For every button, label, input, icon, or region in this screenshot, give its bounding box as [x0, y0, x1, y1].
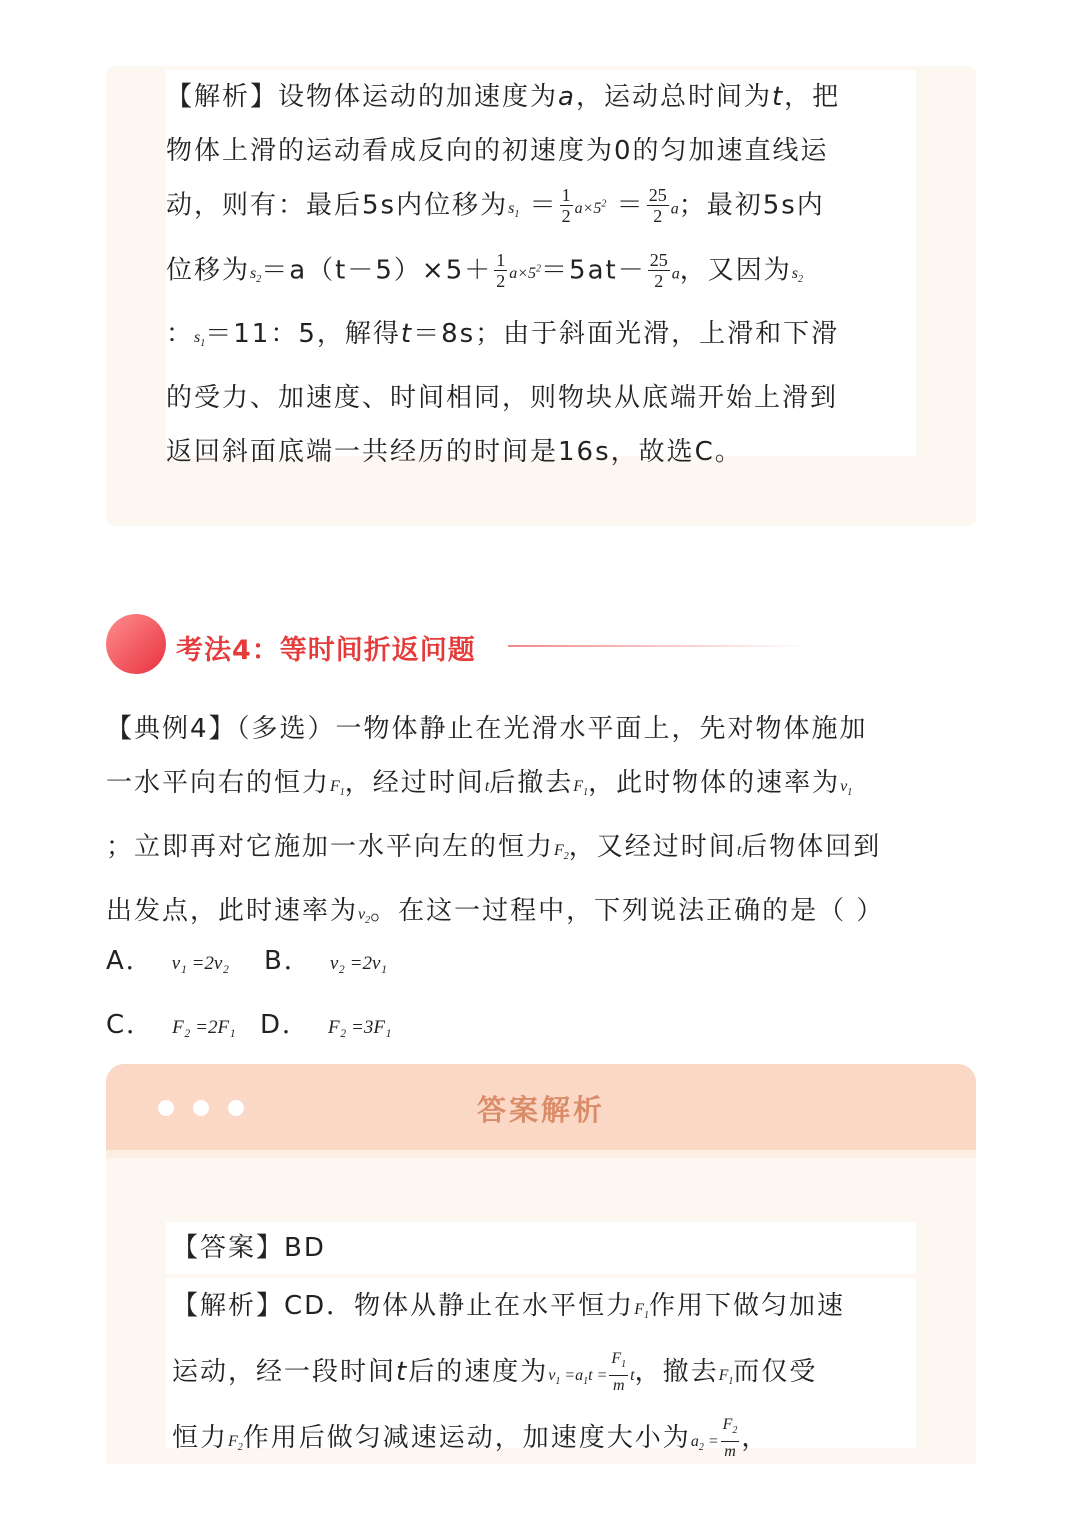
fraction-25-over-2: $\frac{25}{2}$ — [648, 185, 667, 227]
example-line-3: ；立即再对它施加一水平向左的恒力$F_2$，又经过时间t后物体回到 — [106, 832, 882, 863]
analysis-line-1: 【解析】设物体运动的加速度为a，运动总时间为t，把 — [166, 82, 841, 112]
explanation-line-1: 【解析】CD．物体从静止在水平恒力$F_1$作用下做匀加速 — [172, 1291, 845, 1322]
math-v1-formula: $v_1 =a_1t$ = — [548, 1367, 608, 1388]
answer-panel-title: 答案解析 — [476, 1093, 605, 1127]
analysis-line-3: 动，则有：最后5s内位移为$s_1$ ＝ $\frac{1}{2}$ $a\times 5^2$ ＝ $\frac{25}{2}$ a；最初5s内 — [166, 185, 825, 227]
analysis-text — [166, 70, 916, 479]
explanation-text — [172, 1278, 912, 1477]
section-heading — [106, 614, 806, 676]
option-b[interactable]: B． v₂ =2v₁ — [264, 946, 387, 976]
fraction-half-2: $\frac{1}{2}$ — [496, 249, 506, 291]
section-title: 考法4：等时间折返问题 — [176, 635, 476, 666]
heading-circle-icon — [106, 614, 166, 674]
analysis-line-7: 返回斜面底端一共经历的时间是16s，故选C。 — [166, 437, 743, 468]
analysis-line-6: 的受力、加速度、时间相同，则物块从底端开始上滑到 — [166, 383, 839, 414]
fraction-25-over-2-2: $\frac{25}{2}$ — [649, 249, 668, 291]
math-s1: $s_1$ — [508, 200, 520, 221]
explanation-line-3: 恒力$F_2$作用后做匀减速运动，加速度大小为$a_2$ = $\frac{F_2}{m}$ ， — [172, 1416, 770, 1461]
heading-divider — [508, 645, 808, 647]
fraction-F2-over-m: $\frac{F_2}{m}$ — [722, 1416, 738, 1461]
math-s2: $s_2$ — [250, 264, 262, 286]
explanation-line-2: 运动，经一段时间t后的速度为$v_1 =a_1t$ = $\frac{F_1}{m}$ t，撤去$F_1$而仅受 — [172, 1350, 818, 1395]
analysis-line-5: ：$s_1=11$：5，解得t＝8s；由于斜面光滑，上滑和下滑 — [166, 319, 840, 350]
answer-text: 【答案】BD — [172, 1233, 326, 1263]
math-s2-b: $s_2$ — [791, 264, 803, 286]
analysis-line-2: 物体上滑的运动看成反向的初速度为0的匀加速直线运 — [166, 136, 829, 166]
fraction-half: $\frac{1}{2}$ — [561, 185, 571, 227]
example-question — [106, 702, 974, 949]
math-a-times-5sq-2: $a\times 5^2$ — [509, 263, 542, 282]
math-a2-formula: $a_2$ = — [690, 1433, 719, 1454]
example-line-4: 出发点，此时速率为$v_2$。在这一过程中，下列说法正确的是（ ） — [106, 896, 885, 927]
option-a[interactable]: A． v₁ =2v₂ — [106, 946, 229, 976]
math-s1-b: $s_1$ — [194, 329, 206, 350]
example-line-1: 【典例4】（多选）一物体静止在光滑水平面上，先对物体施加 — [106, 714, 868, 744]
analysis-line-4: 位移为$s_2=a(t-5)\times 5+$ $\frac{1}{2}$ $a\times 5^2=5at-$ $\frac{25}{2}$ a，又因为$s_2$ — [166, 249, 803, 291]
fraction-F1-over-m: $\frac{F_1}{m}$ — [611, 1350, 627, 1395]
math-a-times-5sq: $a\times 5^2$ — [574, 199, 607, 218]
example-line-2: 一水平向右的恒力$F_1$，经过时间t后撤去$F_1$，此时物体的速率为$v_1$ — [106, 768, 853, 799]
option-c[interactable]: C． F₂ =2F₁ — [106, 1010, 236, 1040]
header-stripe — [106, 1150, 976, 1158]
option-d[interactable]: D． F₂ =3F₁ — [260, 1010, 392, 1040]
